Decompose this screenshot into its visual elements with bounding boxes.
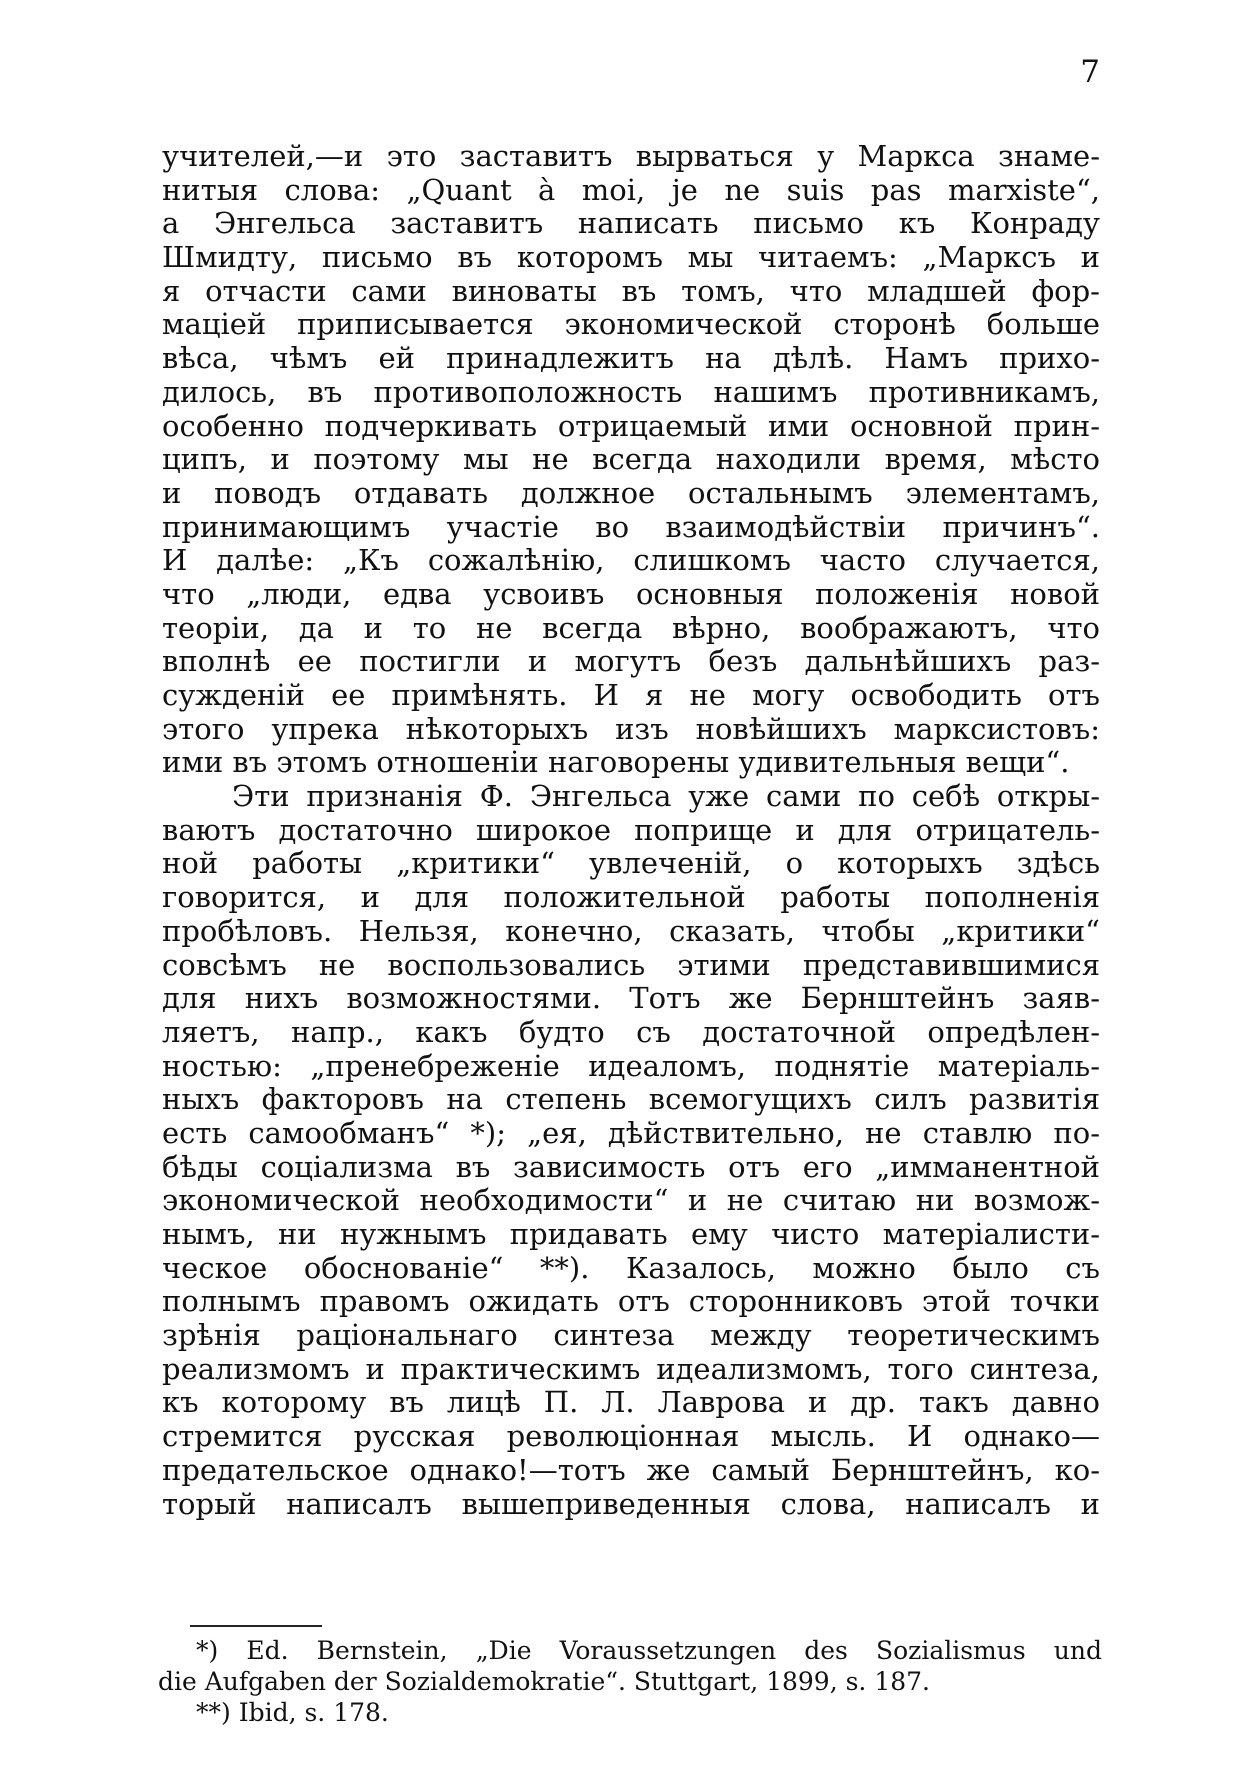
text-line: реализмомъ и практическимъ идеализмомъ, того синтеза, [162,1351,1100,1386]
footnote-line: die Aufgaben der Sozialdemokratie“. Stuttgart, 1899, s. 187. [158,1667,930,1696]
text-line: Шмидту, письмо въ которомъ мы читаемъ: „Марксъ и [162,240,1100,275]
text-line: ляетъ, напр., какъ будто съ достаточной опредѣлен- [162,1014,1100,1049]
text-line: я отчасти сами виноваты въ томъ, что младшей фор- [162,273,1100,308]
page-number: 7 [1080,54,1100,90]
text-line: мацiей приписывается экономической сторонѣ больше [162,307,1100,342]
text-line: предательское однако!—тотъ же самый Бернштейнъ, ко- [162,1452,1100,1487]
text-line: ваютъ достаточно широкое поприще и для отрицатель- [162,812,1100,847]
footnotes [158,1635,1102,1728]
text-line: учителей,—и это заставитъ вырваться у Маркса знаме- [162,139,1100,173]
text-line: экономической необходимости“ и не считаю ни возмож- [162,1183,1100,1218]
text-line: къ которому въ лицѣ П. Л. Лаврова и др. такъ давно [162,1385,1100,1420]
text-line: торый написалъ вышеприведенныя слова, написалъ и [162,1486,1100,1521]
text-line: ческое обоснованiе“ **). Казалось, можно было съ [162,1250,1100,1285]
text-line: есть самообманъ“ *); „ея, дѣйствительно, не ставлю по- [162,1115,1100,1150]
text-line: для нихъ возможностями. Тотъ же Бернштейнъ заяв- [162,981,1100,1016]
text-line: теорiи, да и то не всегда вѣрно, воображаютъ, что [162,610,1100,645]
text-line: полнымъ правомъ ожидать отъ сторонниковъ этой точки [162,1284,1100,1319]
text-line: и поводъ отдавать должное остальнымъ элементамъ, [162,475,1100,510]
text-line: что „люди, едва усвоивъ основныя положенiя новой [162,576,1100,611]
footnote-divider [190,1625,322,1627]
text-line: пробѣловъ. Нельзя, конечно, сказать, чтобы „критики“ [162,913,1100,948]
text-line: ныхъ факторовъ на степень всемогущихъ силъ развитiя [162,1082,1100,1117]
text-line: стремится русская революцiонная мысль. И однако— [162,1419,1100,1454]
text-line: особенно подчеркивать отрицаемый ими основной прин- [162,408,1100,443]
text-line: принимающимъ участiе во взаимодѣйствiи причинъ“. [162,509,1100,544]
text-line: вполнѣ ее постигли и могутъ безъ дальнѣйшихъ раз- [162,644,1100,679]
text-line: этого упрека нѣкоторыхъ изъ новѣйшихъ марксистовъ: [162,711,1100,746]
footnote-line: *) Ed. Bernstein, „Die Voraussetzungen des Sozialismus und [196,1636,1102,1665]
text-line: ной работы „критики“ увлеченiй, о которыхъ здѣсь [162,846,1100,881]
text-line: ими въ этомъ отношенiи наговорены удивительныя вещи“. [162,745,1070,780]
text-line: ципъ, и поэтому мы не всегда находили время, мѣсто [162,442,1100,477]
footnote-line: **) Ibid, s. 178. [196,1698,389,1727]
text-line: а Энгельса заставитъ написать письмо къ Конраду [162,206,1100,241]
text-line: сужденiй ее примѣнять. И я не могу освободить отъ [162,678,1100,712]
text-line: вѣса, чѣмъ ей принадлежитъ на дѣлѣ. Намъ прихо- [162,341,1100,376]
text-line: говорится, и для положительной работы пополненiя [162,880,1100,915]
text-line: нитыя слова: „Quant à moi, je ne suis pas marxiste“, [162,172,1100,207]
body-text [162,140,1100,1521]
text-line: зрѣнiя рацiональнаго синтеза между теоретическимъ [162,1318,1100,1353]
text-line: И далѣе: „Къ сожалѣнiю, слишкомъ часто случается, [162,543,1100,578]
text-line: дилось, въ противоположность нашимъ противникамъ, [162,374,1100,409]
text-line: ностью: „пренебреженiе идеаломъ, поднятiе матерiаль- [162,1048,1100,1083]
text-line: нымъ, ни нужнымъ придавать ему чисто матерiалисти- [162,1217,1100,1251]
text-line: бѣды соцiализма въ зависимость отъ его „имманентной [162,1149,1100,1184]
text-line: совсѣмъ не воспользовались этими представившимися [162,947,1100,982]
text-line: Эти признанiя Ф. Энгельса уже сами по себѣ откры- [232,779,1100,814]
